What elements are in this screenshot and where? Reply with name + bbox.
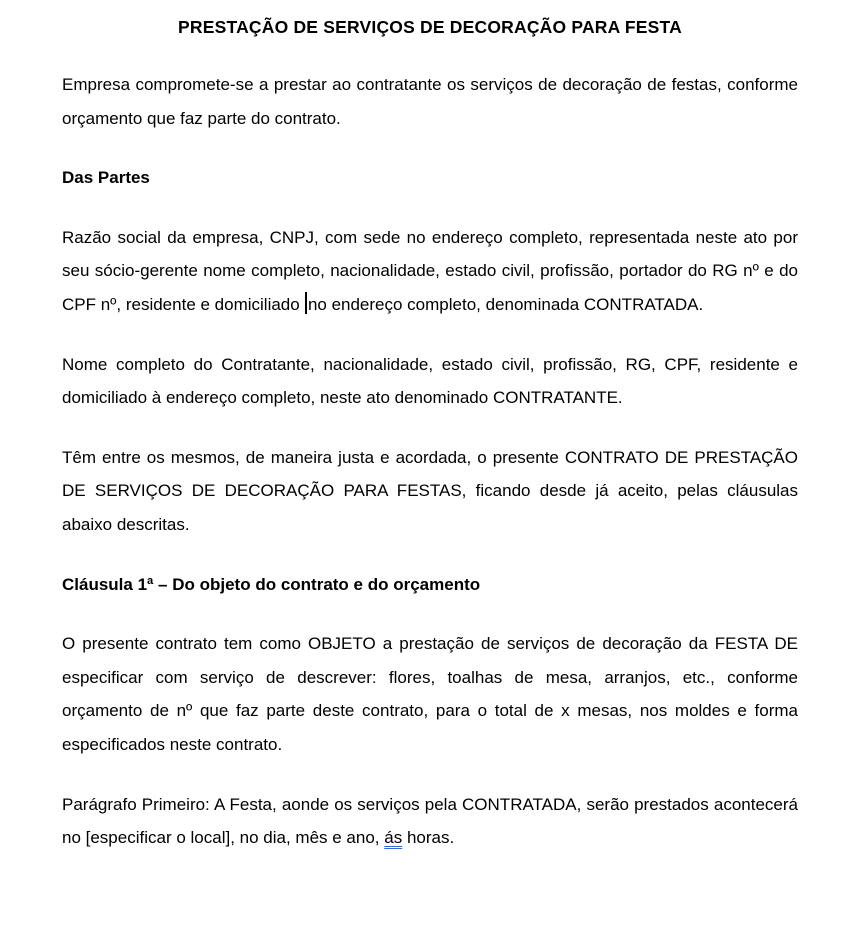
grammar-check-underlined-word[interactable]: ás <box>384 828 403 848</box>
intro-paragraph: Empresa compromete-se a prestar ao contratante os serviços de decoração de festas, conforme orçamento que faz parte do contrato. <box>62 75 798 128</box>
contratada-text-before-caret: Razão social da empresa, CNPJ, com sede no endereço completo, representada neste ato por seu sócio-gerente nome completo, nacionalidade, estado civil, profissão, portador do RG nº e do CPF nº, residente e domiciliado <box>62 227 798 314</box>
contratante-paragraph: Nome completo do Contratante, nacionalidade, estado civil, profissão, RG, CPF, residente e domiciliado à endereço completo, neste ato denominado CONTRATANTE. <box>62 354 798 408</box>
acordo-paragraph: Têm entre os mesmos, de maneira justa e acordada, o presente CONTRATO DE PRESTAÇÃO DE SERVIÇOS DE DECORAÇÃO PARA FESTAS, ficando desde já aceito, pelas cláusulas abaixo descritas. <box>62 447 798 534</box>
objeto-paragraph: O presente contrato tem como OBJETO a prestação de serviços de decoração da FESTA DE especificar com serviço de descrever: flores, toalhas de mesa, arranjos, etc., conforme orçamento de nº que faz parte deste contrato, para o total de x mesas, nos moldes e forma especificados neste contrato. <box>62 634 798 754</box>
document-title: PRESTAÇÃO DE SERVIÇOS DE DECORAÇÃO PARA FESTA <box>178 17 682 37</box>
contratada-paragraph <box>62 221 798 322</box>
text-cursor-caret <box>305 292 307 314</box>
paragrafo-primeiro-text-before: Parágrafo Primeiro: A Festa, aonde os serviços pela CONTRATADA, serão prestados acontecerá no [especificar o local], no dia, mês e ano, <box>62 794 798 848</box>
paragrafo-primeiro-text-after: horas. <box>402 828 455 848</box>
paragrafo-primeiro <box>62 788 798 855</box>
contratada-text-after-caret: no endereço completo, denominada CONTRATADA. <box>307 294 704 314</box>
section-heading-das-partes: Das Partes <box>62 168 150 188</box>
section-heading-clausula-1: Cláusula 1ª – Do objeto do contrato e do orçamento <box>62 574 481 594</box>
